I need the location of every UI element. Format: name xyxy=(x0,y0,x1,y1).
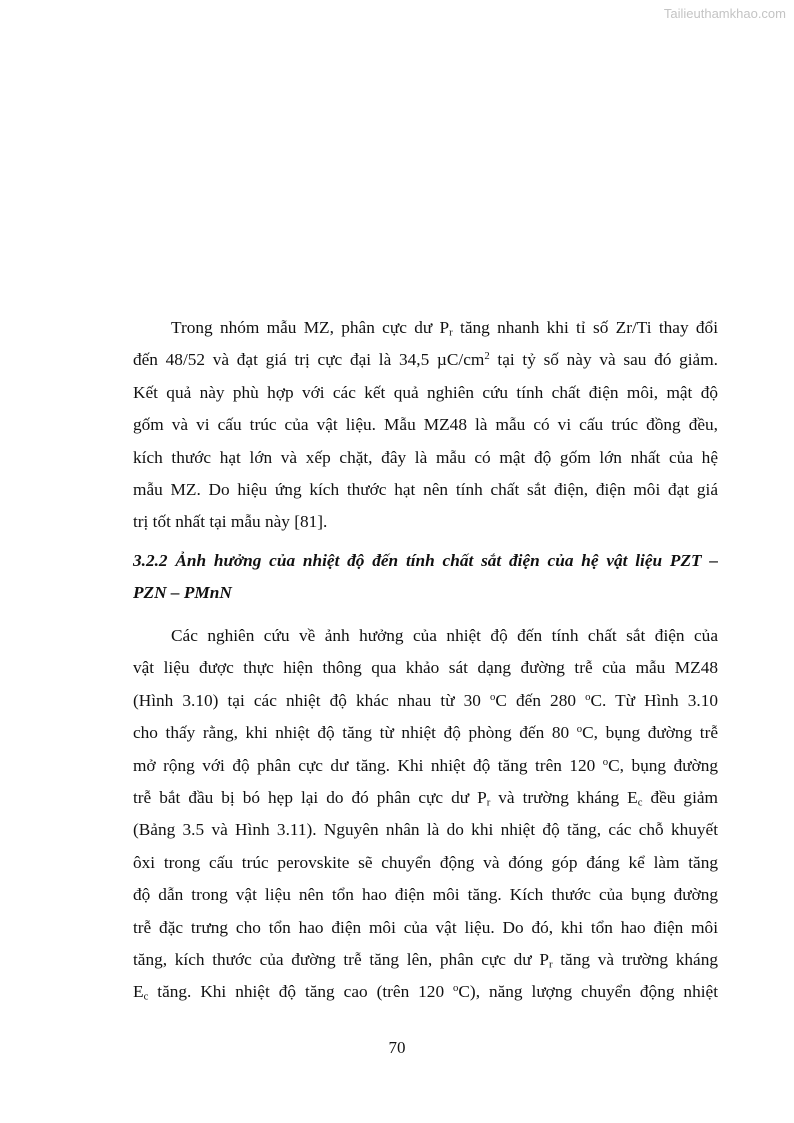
text-line: kích thước hạt lớn và xếp chặt, đây là mẫu có mật độ gốm lớn nhất của hệ xyxy=(133,447,718,467)
text-line: trễ bắt đầu bị bó hẹp lại do đó phân cực dư $P_r$ và trường kháng $E_c$ đều giảm xyxy=(133,788,718,809)
text-line: mở rộng với độ phân cực dư tăng. Khi nhiệt độ tăng trên 120 $^o$C, bụng đường xyxy=(133,755,718,775)
text-line: mẫu MZ. Do hiệu ứng kích thước hạt nên tính chất sắt điện, điện môi đạt giá xyxy=(133,480,718,500)
text-line: ôxi trong cấu trúc perovskite sẽ chuyển động và đóng góp đáng kể làm tăng xyxy=(133,852,718,872)
text-line: trễ đặc trưng cho tổn hao điện môi của vật liệu. Do đó, khi tổn hao điện môi xyxy=(133,917,718,937)
text-line: gốm và vi cấu trúc của vật liệu. Mẫu MZ48 là mẫu có vi cấu trúc đồng đều, xyxy=(133,415,718,435)
text-line: độ dẫn trong vật liệu nên tổn hao điện môi tăng. Kích thước của bụng đường xyxy=(133,885,718,905)
paragraph-temperature-effect xyxy=(133,620,718,1009)
text-line: cho thấy rằng, khi nhiệt độ tăng từ nhiệt độ phòng đến 80 $^o$C, bụng đường trễ xyxy=(133,723,718,743)
text-line: tăng, kích thước của đường trễ tăng lên, phân cực dư $P_r$ tăng và trường kháng xyxy=(133,950,719,971)
text-line: (Bảng 3.5 và Hình 3.11). Nguyên nhân là do khi nhiệt độ tăng, các chỗ khuyết xyxy=(133,820,718,840)
text-line: Trong nhóm mẫu MZ, phân cực dư $P_r$ tăng nhanh khi tỉ số Zr/Ti thay đổi xyxy=(171,318,718,339)
text-line: vật liệu được thực hiện thông qua khảo sát dạng đường trễ của mẫu MZ48 xyxy=(133,658,718,678)
section-heading xyxy=(133,545,718,610)
heading-line: PZN – PMnN xyxy=(133,583,232,603)
text-line: (Hình 3.10) tại các nhiệt độ khác nhau từ 30 $^o$C đến 280 $^o$C. Từ Hình 3.10 xyxy=(133,690,718,710)
text-line: Kết quả này phù hợp với các kết quả nghiên cứu tính chất điện môi, mật độ xyxy=(133,382,718,402)
watermark-text: Tailieuthamkhao.com xyxy=(663,6,786,21)
text-line: đến 48/52 và đạt giá trị cực đại là 34,5 $\mu C/cm^2$ tại tỷ số này và sau đó giảm. xyxy=(133,350,718,370)
page-number: 70 xyxy=(388,1038,406,1057)
text-line: $E_c$ tăng. Khi nhiệt độ tăng cao (trên 120 $^o$C), năng lượng chuyển động nhiệt xyxy=(133,982,718,1004)
paragraph-mz-polarization xyxy=(133,312,718,539)
heading-line: 3.2.2 Ảnh hưởng của nhiệt độ đến tính chất sắt điện của hệ vật liệu PZT – xyxy=(133,551,718,570)
text-line: Các nghiên cứu về ảnh hưởng của nhiệt độ đến tính chất sắt điện của xyxy=(171,626,718,645)
text-line: trị tốt nhất tại mẫu này [81]. xyxy=(133,512,328,532)
